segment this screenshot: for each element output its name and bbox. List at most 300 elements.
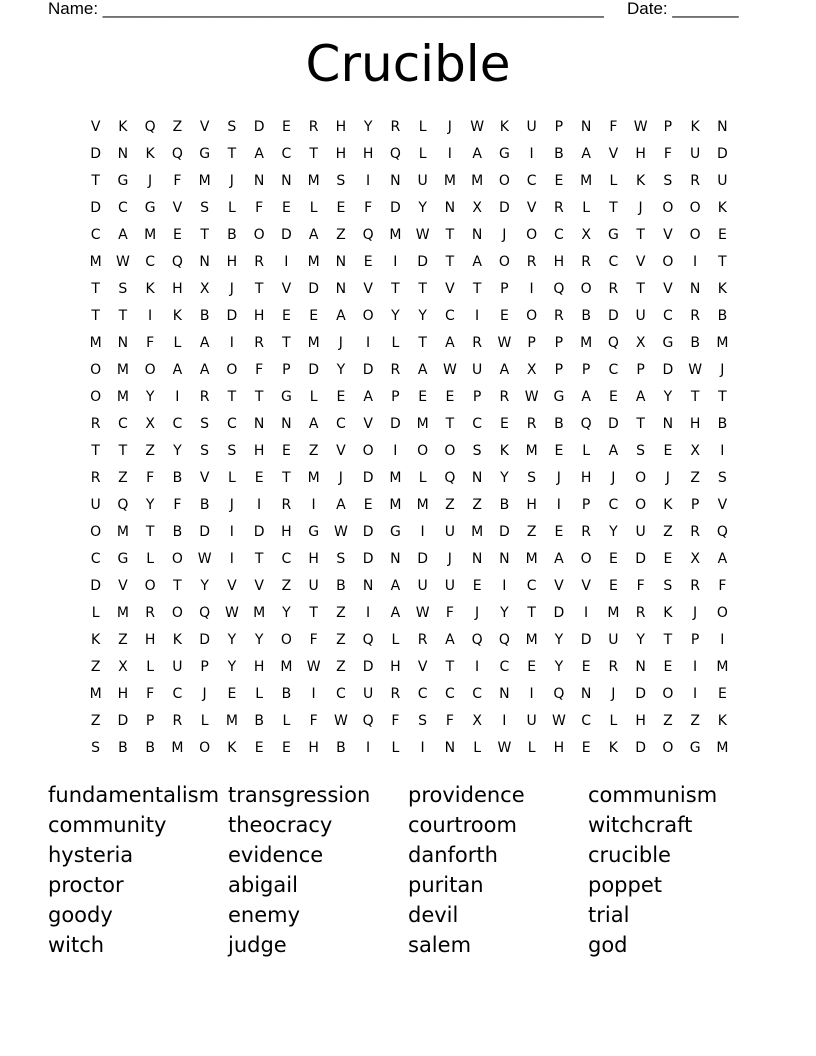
- grid-letter: P: [145, 712, 155, 729]
- grid-letter: N: [444, 199, 456, 216]
- grid-letter: G: [498, 145, 510, 162]
- grid-row: [82, 383, 736, 410]
- name-field: Name: _____________________________________________________: [48, 0, 604, 18]
- grid-letter: O: [90, 361, 102, 378]
- grid-letter: G: [389, 523, 401, 540]
- grid-letter: O: [662, 253, 674, 270]
- grid-letter: K: [145, 145, 155, 162]
- grid-letter: P: [690, 631, 700, 648]
- grid-letter: R: [308, 118, 319, 135]
- grid-letter: N: [335, 253, 347, 270]
- grid-letter: L: [146, 658, 155, 675]
- grid-letter: D: [498, 523, 510, 540]
- grid-letter: J: [720, 361, 725, 378]
- grid-letter: T: [282, 334, 291, 351]
- grid-letter: Y: [636, 631, 645, 648]
- grid-letter: H: [308, 550, 319, 567]
- grid-letter: A: [472, 253, 482, 270]
- grid-letter: N: [471, 226, 483, 243]
- grid-letter: Z: [526, 523, 537, 540]
- grid-letter: C: [335, 685, 346, 702]
- grid-letter: E: [254, 739, 264, 756]
- grid-letter: H: [335, 145, 347, 162]
- grid-letter: X: [581, 226, 591, 243]
- grid-letter: D: [580, 631, 592, 648]
- grid-letter: O: [90, 523, 102, 540]
- grid-letter: F: [636, 577, 645, 594]
- grid-letter: T: [282, 469, 291, 486]
- grid-letter: G: [117, 550, 129, 567]
- grid-letter: Y: [663, 388, 673, 405]
- grid-letter: S: [418, 712, 428, 729]
- grid-letter: R: [390, 118, 401, 135]
- grid-letter: E: [581, 739, 591, 756]
- grid-letter: I: [502, 577, 507, 594]
- grid-letter: N: [499, 550, 510, 567]
- grid-letter: D: [607, 415, 619, 432]
- grid-letter: I: [229, 550, 234, 567]
- grid-letter: M: [716, 334, 729, 351]
- grid-letter: G: [662, 334, 674, 351]
- grid-letter: C: [281, 550, 292, 567]
- grid-row: [82, 140, 736, 167]
- grid-letter: Q: [580, 415, 592, 432]
- grid-letter: Q: [171, 253, 183, 270]
- grid-letter: W: [497, 739, 512, 756]
- grid-letter: B: [172, 523, 183, 540]
- grid-letter: Y: [609, 523, 618, 540]
- grid-row: [82, 356, 736, 383]
- grid-letter: R: [172, 712, 183, 729]
- grid-letter: T: [391, 280, 400, 297]
- grid-letter: M: [525, 442, 538, 459]
- grid-letter: P: [200, 658, 209, 675]
- grid-letter: R: [390, 685, 401, 702]
- grid-row: [82, 734, 736, 761]
- grid-letter: W: [470, 118, 485, 135]
- grid-letter: Z: [663, 712, 673, 729]
- grid-letter: J: [202, 685, 207, 702]
- grid-letter: Y: [227, 631, 237, 648]
- grid-letter: W: [415, 604, 430, 621]
- grid-letter: K: [499, 118, 509, 135]
- grid-letter: R: [199, 388, 210, 405]
- grid-row: [82, 194, 736, 221]
- grid-letter: D: [635, 685, 647, 702]
- grid-letter: J: [475, 604, 480, 621]
- word-bank-item: poppet: [588, 873, 662, 897]
- grid-letter: L: [391, 631, 400, 648]
- grid-letter: E: [472, 577, 482, 594]
- grid-letter: Z: [690, 469, 700, 486]
- grid-letter: N: [662, 415, 674, 432]
- grid-letter: Z: [336, 226, 346, 243]
- grid-letter: Y: [145, 496, 155, 513]
- grid-letter: B: [690, 334, 700, 351]
- grid-letter: N: [117, 334, 129, 351]
- grid-letter: D: [199, 523, 211, 540]
- grid-letter: Z: [336, 604, 346, 621]
- grid-letter: G: [280, 388, 292, 405]
- grid-letter: V: [336, 442, 346, 459]
- grid-letter: T: [418, 334, 427, 351]
- word-bank-item: community: [48, 813, 167, 837]
- grid-letter: L: [609, 172, 618, 189]
- grid-letter: C: [90, 550, 101, 567]
- grid-letter: Y: [363, 118, 373, 135]
- grid-letter: H: [553, 253, 565, 270]
- word-bank-item: devil: [408, 903, 459, 927]
- grid-letter: M: [307, 172, 320, 189]
- grid-letter: T: [254, 550, 264, 567]
- grid-letter: Z: [90, 712, 101, 729]
- grid-letter: C: [581, 712, 592, 729]
- grid-letter: O: [662, 739, 674, 756]
- grid-letter: R: [554, 199, 564, 216]
- grid-letter: B: [281, 685, 292, 702]
- grid-letter: N: [253, 172, 265, 189]
- grid-letter: P: [581, 496, 591, 513]
- grid-letter: Y: [500, 604, 509, 621]
- grid-letter: E: [418, 388, 428, 405]
- grid-letter: M: [580, 334, 593, 351]
- grid-letter: M: [307, 253, 320, 270]
- grid-letter: W: [524, 388, 539, 405]
- grid-row: [82, 545, 736, 572]
- grid-letter: T: [718, 388, 727, 405]
- grid-letter: I: [693, 658, 698, 675]
- grid-letter: B: [717, 307, 728, 324]
- grid-letter: I: [584, 604, 589, 621]
- grid-letter: H: [117, 685, 129, 702]
- grid-letter: L: [473, 739, 482, 756]
- grid-letter: T: [309, 145, 318, 162]
- grid-letter: T: [227, 145, 237, 162]
- grid-letter: U: [635, 307, 646, 324]
- grid-letter: N: [390, 172, 401, 189]
- grid-letter: S: [227, 118, 237, 135]
- grid-letter: M: [416, 496, 429, 513]
- grid-letter: O: [444, 442, 456, 459]
- grid-letter: Q: [553, 685, 565, 702]
- grid-letter: M: [89, 685, 102, 702]
- grid-letter: Q: [199, 604, 211, 621]
- grid-row: [82, 491, 736, 518]
- grid-letter: L: [418, 145, 427, 162]
- grid-letter: F: [309, 712, 318, 729]
- grid-letter: C: [608, 253, 619, 270]
- grid-letter: C: [662, 307, 673, 324]
- grid-letter: E: [554, 172, 564, 189]
- grid-letter: I: [529, 145, 534, 162]
- grid-letter: L: [391, 739, 400, 756]
- grid-letter: V: [363, 280, 373, 297]
- grid-letter: T: [91, 307, 100, 324]
- grid-letter: E: [336, 388, 346, 405]
- grid-letter: U: [308, 577, 319, 594]
- grid-letter: E: [608, 388, 618, 405]
- grid-letter: O: [144, 577, 156, 594]
- word-bank-item: providence: [408, 783, 525, 807]
- grid-letter: A: [581, 388, 591, 405]
- grid-letter: O: [498, 172, 510, 189]
- grid-letter: D: [308, 280, 320, 297]
- grid-letter: K: [608, 739, 618, 756]
- grid-letter: R: [390, 361, 401, 378]
- grid-letter: Q: [171, 145, 183, 162]
- grid-letter: T: [254, 280, 264, 297]
- grid-letter: K: [118, 118, 128, 135]
- grid-letter: T: [636, 280, 645, 297]
- word-bank: [48, 780, 768, 960]
- grid-letter: O: [280, 631, 292, 648]
- grid-letter: W: [688, 361, 703, 378]
- word-bank-item: fundamentalism: [48, 783, 220, 807]
- word-bank-item: hysteria: [48, 843, 134, 867]
- grid-letter: S: [336, 172, 346, 189]
- word-bank-item: danforth: [408, 843, 498, 867]
- grid-letter: J: [338, 469, 343, 486]
- grid-letter: O: [580, 280, 592, 297]
- grid-letter: L: [200, 712, 209, 729]
- grid-letter: T: [200, 226, 209, 243]
- grid-letter: R: [254, 253, 264, 270]
- grid-letter: V: [199, 469, 210, 486]
- grid-letter: W: [333, 523, 348, 540]
- grid-letter: G: [144, 199, 156, 216]
- grid-letter: Z: [118, 469, 128, 486]
- grid-letter: N: [390, 550, 401, 567]
- grid-letter: M: [389, 226, 402, 243]
- grid-letter: Y: [145, 388, 155, 405]
- grid-letter: N: [471, 469, 483, 486]
- grid-letter: B: [336, 739, 346, 756]
- grid-letter: Q: [362, 631, 374, 648]
- page-title: Crucible: [305, 35, 511, 93]
- grid-letter: Z: [145, 442, 155, 459]
- grid-letter: A: [118, 226, 128, 243]
- grid-letter: M: [89, 253, 102, 270]
- grid-letter: P: [554, 118, 564, 135]
- grid-letter: L: [391, 334, 400, 351]
- grid-letter: T: [91, 280, 100, 297]
- word-bank-item: trial: [588, 903, 630, 927]
- grid-letter: Q: [607, 334, 619, 351]
- grid-letter: O: [144, 361, 156, 378]
- grid-letter: U: [90, 496, 101, 513]
- grid-letter: N: [580, 685, 592, 702]
- grid-letter: T: [472, 280, 482, 297]
- grid-letter: V: [172, 199, 183, 216]
- grid-letter: R: [526, 253, 537, 270]
- grid-letter: I: [366, 172, 371, 189]
- grid-letter: S: [717, 469, 727, 486]
- grid-letter: I: [420, 739, 425, 756]
- grid-letter: S: [200, 415, 210, 432]
- grid-row: [82, 437, 736, 464]
- grid-letter: D: [362, 550, 374, 567]
- grid-letter: F: [146, 685, 155, 702]
- grid-letter: E: [581, 658, 591, 675]
- grid-letter: C: [145, 253, 156, 270]
- grid-letter: I: [420, 523, 425, 540]
- grid-letter: I: [475, 658, 480, 675]
- grid-letter: K: [663, 604, 673, 621]
- grid-letter: A: [635, 388, 646, 405]
- grid-letter: D: [417, 253, 429, 270]
- grid-letter: B: [254, 712, 264, 729]
- grid-letter: S: [663, 172, 673, 189]
- grid-row: [82, 167, 736, 194]
- grid-letter: H: [253, 307, 265, 324]
- grid-letter: H: [362, 145, 374, 162]
- grid-letter: F: [364, 199, 373, 216]
- grid-letter: U: [417, 577, 428, 594]
- grid-letter: E: [608, 550, 618, 567]
- grid-letter: D: [117, 712, 129, 729]
- grid-letter: U: [690, 145, 701, 162]
- grid-letter: Z: [281, 577, 292, 594]
- grid-letter: Z: [445, 496, 455, 513]
- grid-letter: M: [280, 658, 293, 675]
- grid-letter: M: [580, 172, 593, 189]
- grid-letter: O: [635, 496, 647, 513]
- word-bank-item: theocracy: [228, 813, 333, 837]
- grid-letter: O: [526, 307, 538, 324]
- grid-letter: P: [636, 361, 645, 378]
- grid-letter: H: [635, 712, 646, 729]
- grid-letter: Y: [418, 307, 427, 324]
- word-bank-item: witchcraft: [588, 813, 693, 837]
- grid-letter: H: [308, 739, 319, 756]
- grid-letter: C: [608, 496, 619, 513]
- grid-letter: F: [146, 469, 155, 486]
- grid-letter: L: [227, 469, 236, 486]
- grid-letter: R: [526, 415, 537, 432]
- grid-letter: T: [445, 658, 455, 675]
- grid-row: [82, 680, 736, 707]
- grid-letter: T: [145, 523, 155, 540]
- grid-letter: K: [717, 199, 727, 216]
- grid-letter: R: [690, 307, 700, 324]
- grid-letter: N: [253, 415, 265, 432]
- grid-letter: T: [445, 415, 455, 432]
- grid-letter: D: [90, 577, 102, 594]
- grid-letter: L: [255, 685, 264, 702]
- grid-letter: X: [199, 280, 210, 297]
- grid-row: [82, 464, 736, 491]
- grid-letter: F: [445, 712, 454, 729]
- word-bank-item: witch: [48, 933, 105, 957]
- grid-letter: M: [144, 226, 157, 243]
- grid-letter: N: [499, 685, 510, 702]
- grid-letter: F: [173, 496, 182, 513]
- grid-letter: L: [609, 712, 618, 729]
- grid-letter: G: [689, 739, 701, 756]
- grid-letter: Q: [362, 226, 374, 243]
- grid-letter: O: [199, 739, 211, 756]
- grid-letter: E: [281, 199, 291, 216]
- word-bank-item: enemy: [228, 903, 301, 927]
- grid-letter: T: [636, 226, 645, 243]
- grid-letter: H: [253, 658, 265, 675]
- grid-letter: T: [445, 253, 455, 270]
- grid-letter: Y: [282, 604, 291, 621]
- grid-letter: Q: [144, 118, 156, 135]
- grid-letter: M: [116, 388, 129, 405]
- grid-letter: K: [145, 280, 155, 297]
- grid-letter: Q: [362, 712, 374, 729]
- grid-letter: R: [690, 172, 700, 189]
- grid-letter: G: [199, 145, 211, 162]
- grid-letter: B: [145, 739, 155, 756]
- grid-letter: X: [118, 658, 128, 675]
- grid-letter: R: [499, 388, 510, 405]
- grid-letter: V: [118, 577, 128, 594]
- grid-letter: B: [199, 307, 210, 324]
- grid-letter: I: [556, 496, 561, 513]
- grid-letter: A: [308, 226, 319, 243]
- grid-letter: L: [282, 712, 291, 729]
- grid-letter: I: [447, 145, 452, 162]
- grid-letter: R: [581, 523, 591, 540]
- grid-letter: N: [281, 415, 292, 432]
- grid-letter: D: [389, 415, 401, 432]
- grid-letter: S: [336, 550, 346, 567]
- grid-letter: P: [554, 334, 564, 351]
- grid-letter: N: [689, 280, 701, 297]
- grid-letter: O: [417, 442, 429, 459]
- grid-row: [82, 572, 736, 599]
- grid-letter: U: [172, 658, 183, 675]
- grid-letter: U: [444, 577, 455, 594]
- grid-letter: N: [117, 145, 129, 162]
- grid-letter: C: [472, 415, 483, 432]
- grid-letter: D: [226, 307, 238, 324]
- word-bank-item: transgression: [228, 783, 371, 807]
- grid-letter: N: [199, 253, 210, 270]
- grid-letter: O: [362, 307, 374, 324]
- grid-letter: J: [638, 199, 643, 216]
- grid-letter: O: [662, 199, 674, 216]
- grid-letter: V: [717, 496, 728, 513]
- grid-letter: S: [200, 442, 210, 459]
- grid-row: [82, 626, 736, 653]
- grid-letter: F: [173, 172, 182, 189]
- grid-letter: N: [471, 550, 483, 567]
- grid-letter: M: [389, 496, 402, 513]
- grid-letter: C: [335, 415, 346, 432]
- grid-letter: Y: [554, 658, 564, 675]
- grid-letter: Y: [554, 631, 564, 648]
- grid-letter: N: [362, 577, 374, 594]
- grid-letter: A: [172, 361, 183, 378]
- grid-letter: N: [580, 118, 592, 135]
- grid-letter: M: [443, 172, 456, 189]
- grid-letter: D: [362, 523, 374, 540]
- grid-letter: L: [418, 469, 427, 486]
- grid-letter: V: [199, 118, 210, 135]
- grid-letter: J: [229, 172, 234, 189]
- grid-letter: M: [116, 523, 129, 540]
- grid-letter: K: [663, 496, 673, 513]
- grid-letter: O: [716, 604, 728, 621]
- grid-letter: C: [526, 577, 537, 594]
- grid-letter: Q: [389, 145, 401, 162]
- grid-letter: F: [146, 334, 155, 351]
- grid-letter: F: [663, 145, 672, 162]
- grid-letter: P: [690, 496, 700, 513]
